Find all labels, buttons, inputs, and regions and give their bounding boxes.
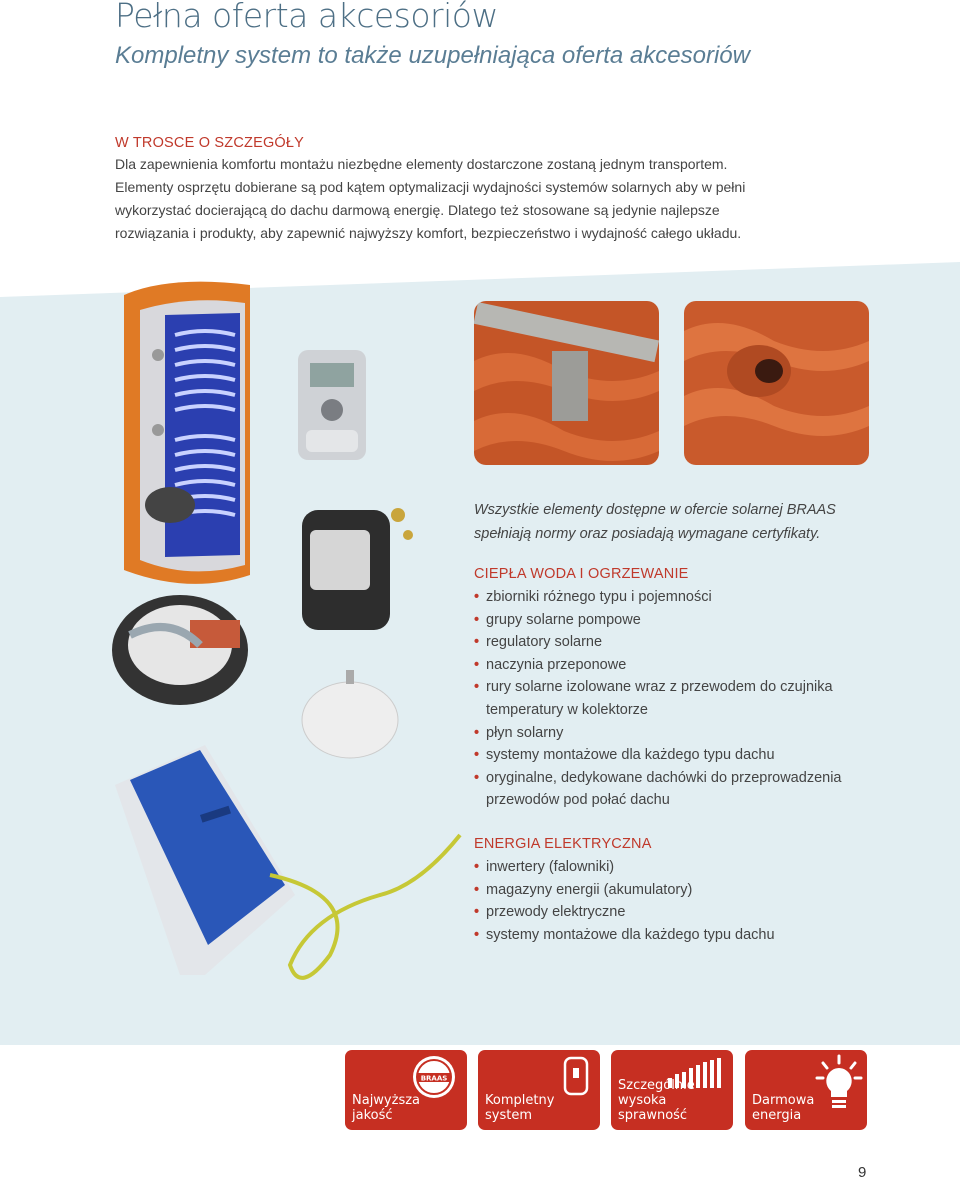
page-number: 9: [858, 1164, 867, 1181]
tile-label: Szczególnie wysoka sprawność: [618, 1078, 695, 1123]
list-item: • grupy solarne pompowe: [474, 609, 924, 632]
list-item: • zbiorniki różnego typu i pojemności: [474, 586, 924, 609]
bullet: •: [474, 656, 480, 673]
tile-complete-system: [478, 1050, 600, 1130]
intro-block: [115, 135, 835, 245]
expansion-vessel-image: [302, 670, 398, 758]
bullet: •: [474, 679, 480, 696]
list-item: • płyn solarny: [474, 722, 924, 745]
bullet: •: [474, 611, 480, 628]
list-item: • regulatory solarne: [474, 631, 924, 654]
roof-mounting-photo: [474, 301, 659, 465]
list-item: • oryginalne, dedykowane dachówki do przeprowadzenia przewodów pod połać dachu: [474, 767, 876, 812]
electric-heading: ENERGIA ELEKTRYCZNA: [474, 836, 652, 852]
pump-group-image: [302, 508, 413, 630]
products-illustration: [110, 275, 470, 985]
tile-label: Kompletny system: [485, 1093, 555, 1123]
solar-tank-image: [124, 282, 250, 584]
list-item: • systemy montażowe dla każdego typu dachu: [474, 744, 924, 767]
list-item: • naczynia przeponowe: [474, 654, 924, 677]
list-item: • rury solarne izolowane wraz z przewodem do czujnika temperatury w kolektorze: [474, 676, 856, 721]
tile-label: Najwyższa jakość: [352, 1093, 421, 1123]
bullet: •: [474, 634, 480, 651]
certification-note: [474, 498, 874, 546]
tile-quality: [345, 1050, 467, 1130]
note-line: spełniają normy oraz posiadają wymagane certyfikaty.: [474, 526, 821, 542]
solar-controller-image: [298, 350, 366, 460]
solar-pipe-roll-image: [112, 595, 248, 705]
tile-efficiency: [611, 1050, 733, 1130]
intro-line: Dla zapewnienia komfortu montażu niezbędne elementy dostarczone zostaną jednym transportem.: [115, 156, 728, 172]
inverter-image: [115, 745, 295, 975]
heat-heading: CIEPŁA WODA I OGRZEWANIE: [474, 566, 689, 582]
logo-text: BRAAS: [420, 1074, 448, 1083]
bullet: •: [474, 904, 480, 921]
page-title: Pełna oferta akcesoriów: [115, 0, 498, 35]
bullet: •: [474, 769, 480, 786]
list-item: • systemy montażowe dla każdego typu dachu: [474, 924, 924, 947]
list-item: • magazyny energii (akumulatory): [474, 879, 924, 902]
intro-heading: W TROSCE O SZCZEGÓŁY: [115, 135, 305, 151]
intro-line: wykorzystać docierającą do dachu darmową energię. Dlatego też stosowane są jedynie najlepsze: [115, 202, 720, 218]
intro-line: Elementy osprzętu dobierane są pod kątem optymalizacji wydajności systemów solarnych aby w pełni: [115, 179, 746, 195]
bullet: •: [474, 881, 480, 898]
boiler-icon: [563, 1056, 589, 1096]
tile-free-energy: [745, 1050, 867, 1130]
roof-tile-photo: [684, 301, 869, 465]
list-item: • inwertery (falowniki): [474, 856, 924, 879]
bullet: •: [474, 724, 480, 741]
bullet: •: [474, 859, 480, 875]
note-line: Wszystkie elementy dostępne w ofercie solarnej BRAAS: [474, 502, 836, 518]
list-item: • przewody elektryczne: [474, 901, 924, 924]
bullet: •: [474, 926, 480, 943]
bullet: •: [474, 589, 480, 605]
bullet: •: [474, 747, 480, 764]
heat-section: [474, 566, 924, 812]
electric-section: [474, 836, 924, 946]
tile-label: Darmowa energia: [752, 1093, 815, 1123]
intro-line: rozwiązania i produkty, aby zapewnić najwyższy komfort, bezpieczeństwo i wydajność całego układu.: [115, 225, 742, 241]
lightbulb-icon: [815, 1054, 863, 1118]
page-subtitle: Kompletny system to także uzupełniająca oferta akcesoriów: [115, 42, 750, 69]
